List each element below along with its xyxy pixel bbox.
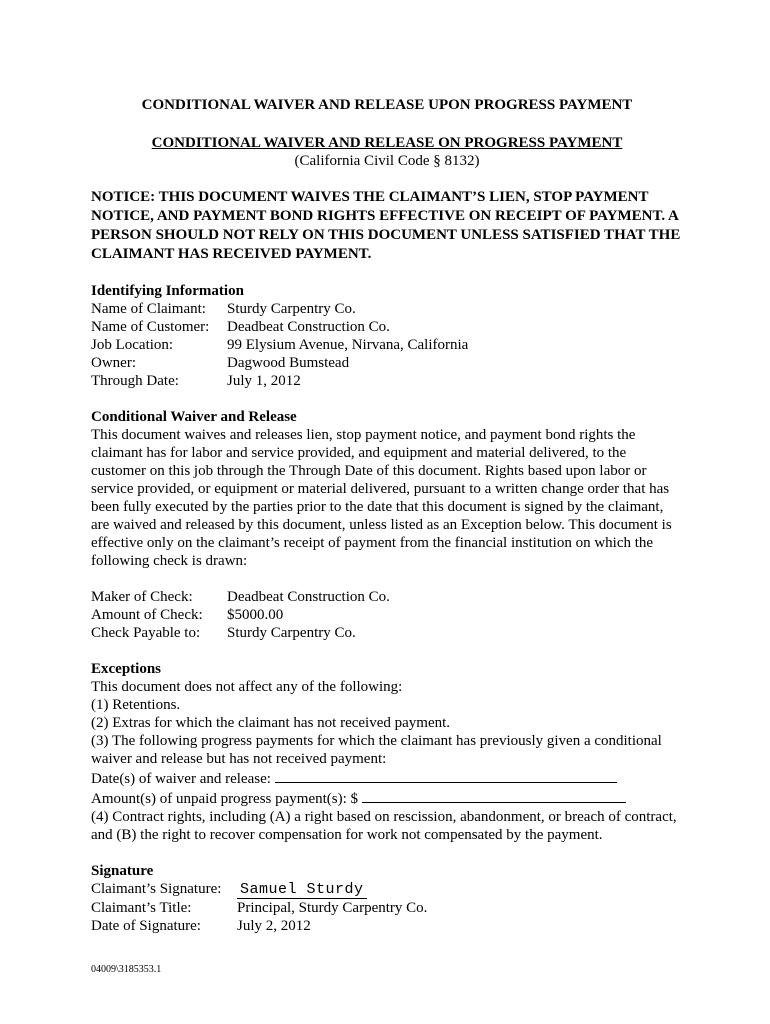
unpaid-amounts-line <box>91 788 683 808</box>
maker-of-check-row <box>91 588 683 606</box>
identifying-info-table <box>91 300 683 390</box>
title-label: Claimant’s Title: <box>91 900 192 916</box>
claimant-row <box>91 300 683 318</box>
exception-item-2: (2) Extras for which the claimant has not received payment. <box>91 715 451 731</box>
field-label: Name of Claimant: <box>91 301 206 317</box>
document-subtitle: CONDITIONAL WAIVER AND RELEASE ON PROGRESS PAYMENT <box>151 135 623 151</box>
signature-date-row <box>91 917 683 935</box>
waiver-heading: Conditional Waiver and Release <box>91 409 297 425</box>
field-label: Job Location: <box>91 337 174 353</box>
exceptions-heading: Exceptions <box>91 661 162 677</box>
field-value: Deadbeat Construction Co. <box>227 589 390 605</box>
field-label: Owner: <box>91 355 136 371</box>
field-label: Maker of Check: <box>91 589 193 605</box>
document-footer-id: 04009\3185353.1 <box>91 964 162 975</box>
exception-item-3: (3) The following progress payments for which the claimant has previously given a conditional waiver and release but has not received payment: <box>91 733 662 767</box>
field-label: Amount of Check: <box>91 607 203 623</box>
notice-paragraph: NOTICE: THIS DOCUMENT WAIVES THE CLAIMANT’S LIEN, STOP PAYMENT NOTICE, AND PAYMENT BOND RIGHTS EFFECTIVE ON RECEIPT OF PAYMENT. A PERSON SHOULD NOT RELY ON THIS DOCUMENT UNLESS SATISFIED THAT THE CLAIMANT HAS RECEIVED PAYMENT. <box>91 189 681 262</box>
unpaid-amounts-label: Amount(s) of unpaid progress payment(s): $ <box>91 791 359 807</box>
field-value: Sturdy Carpentry Co. <box>227 301 356 317</box>
waiver-dates-line <box>91 768 683 788</box>
owner-row <box>91 354 683 372</box>
signature-value: Samuel Sturdy <box>237 881 367 899</box>
signature-heading: Signature <box>91 863 154 879</box>
waiver-dates-blank[interactable] <box>275 768 617 783</box>
field-label: Name of Customer: <box>91 319 210 335</box>
exceptions-intro: This document does not affect any of the following: <box>91 679 403 695</box>
unpaid-amounts-blank[interactable] <box>362 788 626 803</box>
document-title: CONDITIONAL WAIVER AND RELEASE UPON PROGRESS PAYMENT <box>141 97 633 113</box>
identifying-heading: Identifying Information <box>91 283 244 299</box>
customer-row <box>91 318 683 336</box>
field-value: Dagwood Bumstead <box>227 355 350 371</box>
waiver-body: This document waives and releases lien, stop payment notice, and payment bond rights the claimant has for labor and service provided, and equipment and material delivered, to the customer on this job through the Through Date of this document. Rights based upon labor or service provided, or equipment or material delivered, pursuant to a written change order that has been fully executed by the parties prior to the date that this document is signed by the claimant, are waived and released by this document, unless listed as an Exception below. This document is effective only on the claimant’s receipt of payment from the financial institution on which the following check is drawn: <box>91 427 672 569</box>
check-payable-row <box>91 624 683 642</box>
signature-label: Claimant’s Signature: <box>91 881 222 897</box>
date-label: Date of Signature: <box>91 918 201 934</box>
field-value: $5000.00 <box>227 607 284 623</box>
check-info-table <box>91 588 683 642</box>
title-value: Principal, Sturdy Carpentry Co. <box>237 900 428 916</box>
field-value: July 1, 2012 <box>227 373 301 389</box>
code-reference: (California Civil Code § 8132) <box>294 153 480 169</box>
through-date-row <box>91 372 683 390</box>
job-location-row <box>91 336 683 354</box>
field-label: Through Date: <box>91 373 179 389</box>
field-label: Check Payable to: <box>91 625 201 641</box>
field-value: Deadbeat Construction Co. <box>227 319 390 335</box>
exception-item-4: (4) Contract rights, including (A) a right based on rescission, abandonment, or breach of contract, and (B) the right to recover compensation for work not compensated by the payment. <box>91 809 677 843</box>
field-value: Sturdy Carpentry Co. <box>227 625 356 641</box>
document-page <box>91 96 683 935</box>
date-value: July 2, 2012 <box>237 918 311 934</box>
field-value: 99 Elysium Avenue, Nirvana, California <box>227 337 469 353</box>
amount-of-check-row <box>91 606 683 624</box>
claimant-signature-row <box>91 880 683 899</box>
waiver-dates-label: Date(s) of waiver and release: <box>91 771 271 787</box>
exception-item-1: (1) Retentions. <box>91 697 181 713</box>
claimant-title-row <box>91 899 683 917</box>
